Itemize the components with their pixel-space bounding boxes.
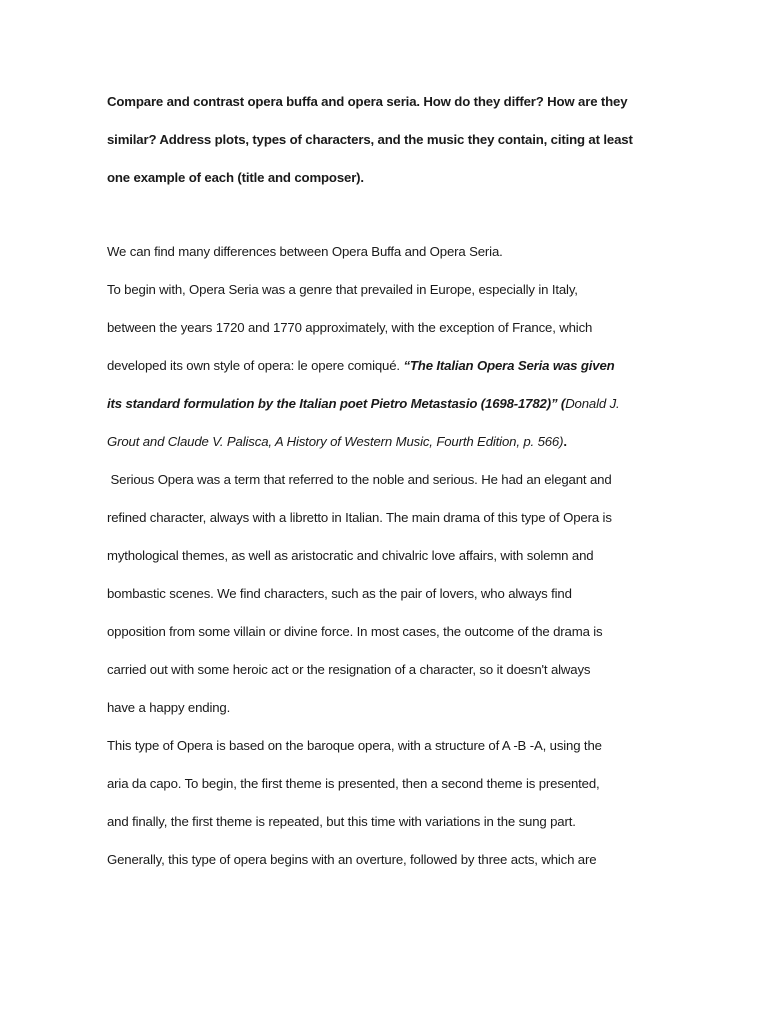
p2-line-5: opposition from some villain or divine force. In most cases, the outcome of the drama is xyxy=(107,624,603,639)
p3-line-1: This type of Opera is based on the baroque opera, with a structure of A -B -A, using the xyxy=(107,738,602,753)
p1-line-3 xyxy=(107,355,667,393)
citation-end: Grout and Claude V. Palisca, A History of Western Music, Fourth Edition, p. 566) xyxy=(107,434,564,449)
p2-line-6: carried out with some heroic act or the resignation of a character, so it doesn't always xyxy=(107,662,591,677)
citation-start: Donald J. xyxy=(565,396,620,411)
p3-line-3: and finally, the first theme is repeated, but this time with variations in the sung part. xyxy=(107,814,576,829)
question-line-1: Compare and contrast opera buffa and opera seria. How do they differ? How are they xyxy=(107,94,628,109)
question-line-2: similar? Address plots, types of characters, and the music they contain, citing at least xyxy=(107,132,633,147)
p3-line-2: aria da capo. To begin, the first theme is presented, then a second theme is presented, xyxy=(107,776,600,791)
p2-line-4: bombastic scenes. We find characters, such as the pair of lovers, who always find xyxy=(107,586,572,601)
p1-line-2: between the years 1720 and 1770 approximately, with the exception of France, which xyxy=(107,320,593,335)
quote-end: its standard formulation by the Italian poet Pietro Metastasio (1698-1782)” ( xyxy=(107,396,566,411)
paragraph-gap xyxy=(107,205,667,241)
question-line-3: one example of each (title and composer). xyxy=(107,170,364,185)
p1-line-1: To begin with, Opera Seria was a genre that prevailed in Europe, especially in Italy, xyxy=(107,282,578,297)
p2-line-1: Serious Opera was a term that referred to the noble and serious. He had an elegant and xyxy=(107,472,612,487)
p1-line-3-text: developed its own style of opera: le opere comiqué. xyxy=(107,358,404,373)
p3-line-4: Generally, this type of opera begins with an overture, followed by three acts, which are xyxy=(107,852,597,867)
p2-line-3: mythological themes, as well as aristocratic and chivalric love affairs, with solemn and xyxy=(107,548,594,563)
p1-line-4 xyxy=(107,393,667,431)
quote-start: “The Italian Opera Seria was given xyxy=(403,358,615,373)
p2-line-7: have a happy ending. xyxy=(107,700,231,715)
intro-line: We can find many differences between Opera Buffa and Opera Seria. xyxy=(107,244,503,259)
p1-line-5 xyxy=(107,431,667,469)
document-content xyxy=(107,91,667,887)
citation-period: . xyxy=(563,434,567,449)
p2-line-2: refined character, always with a libretto in Italian. The main drama of this type of Opera is xyxy=(107,510,612,525)
